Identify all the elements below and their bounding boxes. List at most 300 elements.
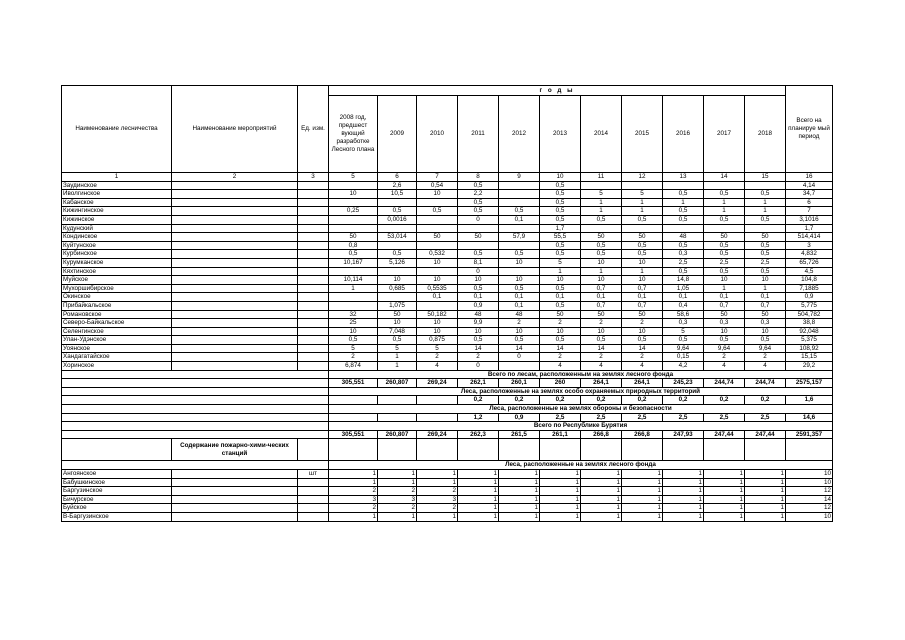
table-row: [62, 512, 833, 521]
value-cell: 2: [378, 504, 417, 513]
value-cell: 1: [329, 512, 378, 521]
value-cell: 2: [540, 319, 581, 328]
value-cell: 1: [663, 495, 704, 504]
value-cell: 7: [786, 207, 833, 216]
value-cell: 0: [458, 267, 499, 276]
value-cell: 1: [745, 504, 786, 513]
forestry-name-cell: Мухоршибирское: [62, 284, 172, 293]
value-cell: 1: [499, 504, 540, 513]
value-cell: [663, 181, 704, 190]
section-total-row: [62, 430, 833, 439]
value-cell: 0,5535: [417, 284, 458, 293]
unit-cell: [298, 478, 329, 487]
value-cell: 1: [745, 207, 786, 216]
value-cell: 10: [417, 319, 458, 328]
unit-cell: [298, 190, 329, 199]
value-cell: 8,1: [458, 258, 499, 267]
value-cell: 0,5: [581, 336, 622, 345]
measure-cell: [172, 267, 298, 276]
value-cell: 1,7: [540, 224, 581, 233]
empty-cell: [378, 439, 417, 461]
value-cell: 10: [540, 276, 581, 285]
total-value-cell: 261,1: [540, 430, 581, 439]
value-cell: 58,6: [663, 310, 704, 319]
value-cell: 10: [417, 276, 458, 285]
table-body: [62, 86, 833, 522]
value-cell: [458, 224, 499, 233]
value-cell: 50: [540, 310, 581, 319]
value-cell: 0,875: [417, 336, 458, 345]
table-row: [62, 504, 833, 513]
total-value-cell: 247,44: [745, 430, 786, 439]
value-cell: 1,05: [663, 284, 704, 293]
value-cell: 0,5: [663, 241, 704, 250]
value-cell: 14: [581, 344, 622, 353]
value-cell: 50: [581, 233, 622, 242]
total-value-cell: 247,44: [704, 430, 745, 439]
value-cell: 2: [499, 319, 540, 328]
value-cell: 0,1: [622, 293, 663, 302]
unit-cell: [298, 215, 329, 224]
value-cell: 0,25: [329, 207, 378, 216]
value-cell: 10: [622, 327, 663, 336]
value-cell: 1: [540, 470, 581, 479]
empty-cell: [704, 439, 745, 461]
value-cell: 0,7: [622, 284, 663, 293]
value-cell: 3: [378, 495, 417, 504]
value-cell: 0,9: [458, 301, 499, 310]
value-cell: 1: [499, 487, 540, 496]
column-number-cell: 9: [499, 173, 540, 182]
total-value-cell: 0,2: [581, 396, 622, 405]
value-cell: 0,5: [704, 267, 745, 276]
table-row: [62, 250, 833, 259]
value-cell: 0,5: [540, 207, 581, 216]
value-cell: 32: [329, 310, 378, 319]
value-cell: 0,5: [704, 241, 745, 250]
header-year-2008: 2008 год, предшест вующий разработке Лесного плана: [329, 96, 378, 173]
value-cell: 5: [663, 327, 704, 336]
value-cell: 10: [378, 319, 417, 328]
value-cell: 0,4: [663, 301, 704, 310]
measure-cell: [172, 224, 298, 233]
value-cell: 0,5: [663, 215, 704, 224]
value-cell: 1: [622, 470, 663, 479]
header-year: 2018: [745, 96, 786, 173]
total-value-cell: 0,2: [458, 396, 499, 405]
value-cell: 0,5: [540, 181, 581, 190]
value-cell: 1: [704, 198, 745, 207]
value-cell: 10: [622, 258, 663, 267]
forestry-name-cell: Кондинское: [62, 233, 172, 242]
value-cell: 4,2: [663, 362, 704, 371]
value-cell: 1: [622, 487, 663, 496]
header-year: 2010: [417, 96, 458, 173]
value-cell: 2: [622, 353, 663, 362]
value-cell: 15,15: [786, 353, 833, 362]
value-cell: 29,2: [786, 362, 833, 371]
value-cell: [704, 224, 745, 233]
value-cell: 4: [540, 362, 581, 371]
value-cell: 3: [786, 241, 833, 250]
total-value-cell: [417, 396, 458, 405]
section-title: Леса, расположенные на землях особо охраняемых природных территорий: [329, 387, 833, 396]
value-cell: 5,375: [786, 336, 833, 345]
value-cell: 7,048: [378, 327, 417, 336]
value-cell: 50: [745, 310, 786, 319]
value-cell: [329, 267, 378, 276]
value-cell: 10: [499, 327, 540, 336]
value-cell: 2,6: [378, 181, 417, 190]
value-cell: 1,7: [786, 224, 833, 233]
forestry-name-cell: Заудинское: [62, 181, 172, 190]
measure-cell: [172, 353, 298, 362]
value-cell: 3: [417, 495, 458, 504]
unit-cell: [298, 284, 329, 293]
unit-cell: [298, 327, 329, 336]
unit-cell: [298, 293, 329, 302]
value-cell: 0,5: [540, 215, 581, 224]
value-cell: 1: [329, 470, 378, 479]
value-cell: [378, 224, 417, 233]
value-cell: 0,5: [663, 190, 704, 199]
measure-cell: [172, 310, 298, 319]
table-row: [62, 276, 833, 285]
value-cell: 0,1: [663, 293, 704, 302]
value-cell: 10: [745, 276, 786, 285]
value-cell: 0,5: [581, 241, 622, 250]
value-cell: 2: [417, 504, 458, 513]
value-cell: 10: [417, 258, 458, 267]
measure-cell: [172, 233, 298, 242]
value-cell: 34,7: [786, 190, 833, 199]
value-cell: [499, 241, 540, 250]
section-title-row: [62, 370, 833, 379]
value-cell: 14: [540, 344, 581, 353]
forestry-name-cell: Кяхтинское: [62, 267, 172, 276]
value-cell: 0,1: [458, 293, 499, 302]
value-cell: 3,1016: [786, 215, 833, 224]
value-cell: 12: [786, 504, 833, 513]
forestry-name-cell: В-Баргузинское: [62, 512, 172, 521]
column-number-cell: 7: [417, 173, 458, 182]
value-cell: 10: [786, 470, 833, 479]
value-cell: 50: [417, 233, 458, 242]
empty-cell: [622, 439, 663, 461]
table-row: [62, 267, 833, 276]
column-number-cell: 11: [581, 173, 622, 182]
value-cell: 1: [378, 470, 417, 479]
table-row: [62, 310, 833, 319]
value-cell: 10: [378, 276, 417, 285]
value-cell: 1: [745, 470, 786, 479]
unit-cell: [298, 362, 329, 371]
value-cell: 7,1885: [786, 284, 833, 293]
value-cell: 1: [378, 362, 417, 371]
value-cell: 2,2: [458, 190, 499, 199]
forestry-name-cell: Улан-Удэнское: [62, 336, 172, 345]
column-number-row: [62, 173, 833, 182]
value-cell: [745, 181, 786, 190]
value-cell: 0,5: [663, 336, 704, 345]
value-cell: [378, 267, 417, 276]
value-cell: 0,5: [745, 250, 786, 259]
value-cell: 1: [663, 470, 704, 479]
value-cell: [499, 198, 540, 207]
value-cell: 0,685: [378, 284, 417, 293]
value-cell: 0,5: [663, 267, 704, 276]
measure-cell: [172, 198, 298, 207]
value-cell: [499, 224, 540, 233]
value-cell: 0,15: [663, 353, 704, 362]
value-cell: 1: [499, 495, 540, 504]
column-number-cell: 1: [62, 173, 172, 182]
value-cell: 0,532: [417, 250, 458, 259]
value-cell: 514,414: [786, 233, 833, 242]
measure-cell: [172, 190, 298, 199]
measure-cell: [172, 250, 298, 259]
value-cell: [458, 241, 499, 250]
total-value-cell: 264,1: [581, 379, 622, 388]
value-cell: 1: [540, 504, 581, 513]
section-spacer-cell: [62, 461, 329, 470]
value-cell: 2: [329, 487, 378, 496]
value-cell: 1: [540, 267, 581, 276]
value-cell: 0,5: [417, 207, 458, 216]
unit-cell: [298, 310, 329, 319]
measure-cell: [172, 215, 298, 224]
value-cell: 1: [458, 504, 499, 513]
value-cell: 5: [540, 258, 581, 267]
table-row: [62, 319, 833, 328]
value-cell: [499, 267, 540, 276]
value-cell: 1: [704, 487, 745, 496]
value-cell: 0,5: [704, 336, 745, 345]
table-row: [62, 258, 833, 267]
measure-cell: [172, 276, 298, 285]
value-cell: 48: [499, 310, 540, 319]
forestry-plan-table: [61, 85, 833, 522]
forestry-name-cell: Северо-Байкальское: [62, 319, 172, 328]
value-cell: 1: [622, 478, 663, 487]
value-cell: 10: [499, 258, 540, 267]
value-cell: 1: [622, 495, 663, 504]
value-cell: 50: [329, 233, 378, 242]
value-cell: 1: [745, 198, 786, 207]
value-cell: 6: [786, 198, 833, 207]
header-year: 2013: [540, 96, 581, 173]
section-title-row: [62, 387, 833, 396]
empty-cell: [417, 439, 458, 461]
value-cell: 0,1: [745, 293, 786, 302]
value-cell: 0,9: [786, 293, 833, 302]
value-cell: 10,167: [329, 258, 378, 267]
measure-cell: [172, 258, 298, 267]
unit-cell: [298, 224, 329, 233]
value-cell: 0,5: [329, 336, 378, 345]
value-cell: 1: [581, 487, 622, 496]
value-cell: 1: [581, 198, 622, 207]
value-cell: [329, 224, 378, 233]
value-cell: 1: [417, 470, 458, 479]
value-cell: 10: [786, 512, 833, 521]
value-cell: 1: [581, 470, 622, 479]
column-number-cell: 8: [458, 173, 499, 182]
forestry-name-cell: Романовское: [62, 310, 172, 319]
table-row: [62, 353, 833, 362]
empty-cell: [581, 439, 622, 461]
total-value-cell: 266,8: [622, 430, 663, 439]
total-value-cell: 2,5: [581, 413, 622, 422]
measure-cell: [172, 487, 298, 496]
value-cell: 0,5: [540, 198, 581, 207]
value-cell: 1: [581, 267, 622, 276]
column-number-cell: 14: [704, 173, 745, 182]
value-cell: 0,5: [458, 250, 499, 259]
value-cell: 92,048: [786, 327, 833, 336]
value-cell: 10,5: [378, 190, 417, 199]
value-cell: 0,5: [622, 250, 663, 259]
value-cell: 0,5: [540, 336, 581, 345]
value-cell: 2: [745, 353, 786, 362]
table-row: [62, 301, 833, 310]
value-cell: 57,9: [499, 233, 540, 242]
value-cell: 0,5: [499, 250, 540, 259]
total-value-cell: 0,2: [499, 396, 540, 405]
measure-cell: [172, 293, 298, 302]
value-cell: 0,5: [663, 207, 704, 216]
column-number-cell: 16: [786, 173, 833, 182]
table-row: [62, 198, 833, 207]
unit-cell: [298, 495, 329, 504]
value-cell: [329, 198, 378, 207]
value-cell: 9,64: [704, 344, 745, 353]
value-cell: 14,8: [663, 276, 704, 285]
value-cell: 0,5: [540, 301, 581, 310]
total-value-cell: 266,8: [581, 430, 622, 439]
value-cell: [622, 181, 663, 190]
value-cell: 0,5: [458, 336, 499, 345]
value-cell: 50: [704, 233, 745, 242]
value-cell: 0,5: [704, 215, 745, 224]
value-cell: 9,64: [663, 344, 704, 353]
section-title: Всего по Республике Бурятия: [329, 422, 833, 431]
total-value-cell: 244,74: [745, 379, 786, 388]
table-row: [62, 336, 833, 345]
content-label-row: [62, 439, 833, 461]
total-value-cell: [378, 413, 417, 422]
measure-cell: [172, 319, 298, 328]
value-cell: 0,1: [499, 301, 540, 310]
value-cell: 1: [704, 470, 745, 479]
column-number-cell: 12: [622, 173, 663, 182]
forestry-name-cell: Баргузинское: [62, 487, 172, 496]
value-cell: [704, 181, 745, 190]
forestry-name-cell: Хандагатайское: [62, 353, 172, 362]
value-cell: [417, 301, 458, 310]
empty-cell: [786, 439, 833, 461]
value-cell: 0,1: [704, 293, 745, 302]
value-cell: 0,5: [622, 336, 663, 345]
column-number-cell: 6: [378, 173, 417, 182]
total-value-cell: 261,5: [499, 430, 540, 439]
table-row: [62, 362, 833, 371]
value-cell: 4,5: [786, 267, 833, 276]
empty-cell: [458, 439, 499, 461]
value-cell: [499, 181, 540, 190]
empty-cell: [540, 439, 581, 461]
value-cell: [417, 198, 458, 207]
unit-cell: [298, 198, 329, 207]
total-value-cell: 260: [540, 379, 581, 388]
measure-cell: [172, 512, 298, 521]
value-cell: 0: [458, 362, 499, 371]
measure-cell: [172, 478, 298, 487]
forestry-name-cell: Прибайкальское: [62, 301, 172, 310]
value-cell: 2: [329, 353, 378, 362]
value-cell: 1: [499, 478, 540, 487]
empty-cell: [329, 439, 378, 461]
value-cell: 1: [745, 512, 786, 521]
value-cell: 0,5: [581, 250, 622, 259]
value-cell: 2: [417, 487, 458, 496]
value-cell: 0,7: [745, 301, 786, 310]
value-cell: 2: [704, 353, 745, 362]
value-cell: 50: [622, 310, 663, 319]
empty-cell: [499, 439, 540, 461]
value-cell: 1: [745, 478, 786, 487]
value-cell: 1: [704, 478, 745, 487]
value-cell: 1: [704, 504, 745, 513]
value-cell: 1: [499, 512, 540, 521]
value-cell: 0,5: [458, 198, 499, 207]
value-cell: 10: [581, 327, 622, 336]
total-value-cell: [329, 396, 378, 405]
total-value-cell: 1,2: [458, 413, 499, 422]
value-cell: 1: [458, 470, 499, 479]
value-cell: 1: [329, 284, 378, 293]
value-cell: 48: [663, 233, 704, 242]
value-cell: 2: [378, 487, 417, 496]
value-cell: 10: [458, 276, 499, 285]
value-cell: 4: [745, 362, 786, 371]
total-value-cell: 269,24: [417, 379, 458, 388]
value-cell: 4,14: [786, 181, 833, 190]
measure-cell: [172, 504, 298, 513]
value-cell: [329, 293, 378, 302]
measure-cell: [172, 207, 298, 216]
value-cell: 1: [704, 495, 745, 504]
value-cell: 10: [458, 327, 499, 336]
table-row: [62, 215, 833, 224]
value-cell: 0,54: [417, 181, 458, 190]
value-cell: 10,114: [329, 276, 378, 285]
value-cell: 48: [458, 310, 499, 319]
header-year: 2016: [663, 96, 704, 173]
header-row-years: [62, 86, 833, 96]
total-value-cell: 0,2: [622, 396, 663, 405]
value-cell: 10: [745, 327, 786, 336]
forestry-name-cell: Курумканское: [62, 258, 172, 267]
value-cell: 0: [458, 215, 499, 224]
total-value-cell: 0,2: [704, 396, 745, 405]
value-cell: 10: [417, 190, 458, 199]
header-forestry-name: Наименование лесничества: [62, 86, 172, 173]
measure-cell: [172, 327, 298, 336]
value-cell: 0,5: [622, 241, 663, 250]
value-cell: 108,92: [786, 344, 833, 353]
value-cell: 0,5: [540, 284, 581, 293]
